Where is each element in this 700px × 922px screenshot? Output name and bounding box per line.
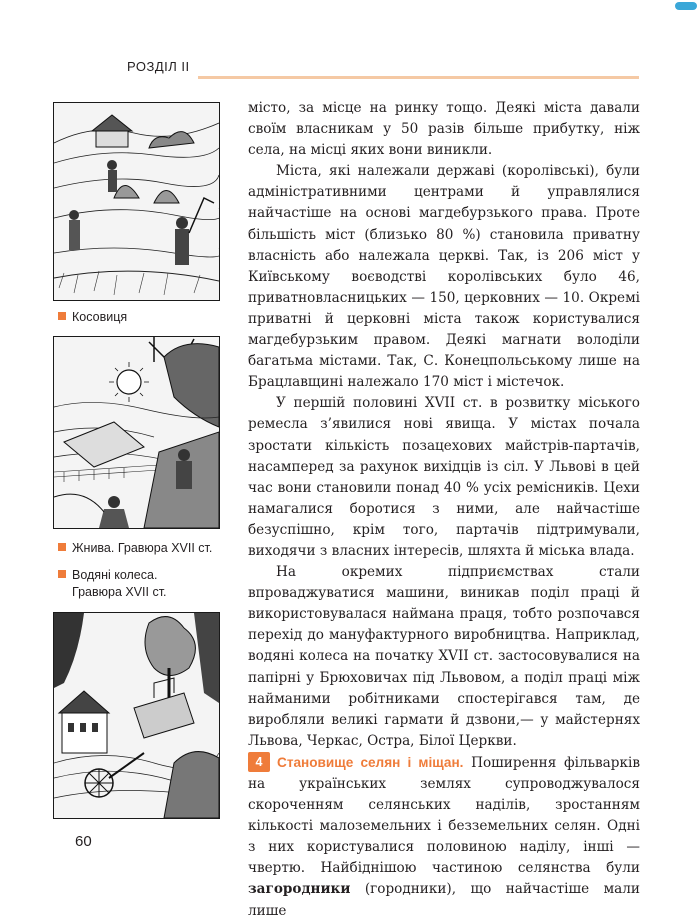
paragraph: місто, за місце на ринку тощо. Деякі міста давали своїм власникам у 50 разів більше прибутку, ніж села, на місці яких вони виникли.	[248, 100, 640, 159]
subsection-paragraph	[248, 752, 640, 922]
figure-caption-harvest: Жнива. Гравюра XVII ст.	[58, 540, 228, 557]
figure-mowing-engraving	[53, 102, 220, 301]
caption-bullet	[58, 570, 66, 578]
section-label: РОЗДІЛ ІІ	[127, 59, 190, 74]
caption-bullet	[58, 312, 66, 320]
paragraph: Міста, які належали державі (королівські), були адміністративними центрами й управлялися найчастіше на основі магдебурзького права. Проте більшість міст (близько 80 %) становила приватну власність або належала церкві. Так, із 206 міст у Київському воєводстві королівських було 46, приватновласницьких — 150, церковних — 10. Окремі приватні й церковні міста також користувалися магдебурзьким правом. Деякі магнати володіли багатьма містами. Так, С. Конецпольському лише на Брацлавщині належало 170 міст і містечок.	[248, 163, 640, 391]
figure-caption-mowing: Косовиця	[58, 309, 228, 326]
paragraph: У першій половині XVII ст. в розвитку міського ремесла з’явилися нові явища. У містах почала зростати кількість позацехових майстрів-партачів, насамперед за рахунок вихідців із сіл. У Львові в цей час вони становили понад 40 % усіх ремісників. Цехи намагалися боротися з ними, але найчастіше безуспішно, крім того, партачів підтримували, виходячи з власних інтересів, шляхта й міська влада.	[248, 395, 640, 559]
figure-harvest-engraving	[53, 336, 220, 529]
subsection-number-badge: 4	[248, 752, 270, 772]
figure-water-wheels-engraving	[53, 612, 220, 819]
caption-bullet	[58, 543, 66, 551]
main-text-column	[248, 98, 640, 922]
figure-caption-water-wheels: Водяні колеса. Гравюра XVII ст.	[58, 567, 228, 601]
bold-term: загородники	[248, 881, 351, 898]
corner-logo-badge	[675, 2, 697, 10]
subsection-text: Поширення фільварків на українських землях супроводжувалося скороченням селянських наділів, зростанням кількості малоземельних і безземельних селян. Одні з них користувалися половиною наділу, інші — чвертю. Найбіднішою частиною селянства були	[248, 754, 640, 877]
page-number: 60	[75, 833, 92, 850]
header-rule	[198, 76, 639, 79]
subsection-text-end: (городники), що найчастіше мали лише	[248, 881, 640, 919]
paragraph: На окремих підприємствах стали впроваджуватися машини, виникав поділ праці й використовувалася наймана праця, тобто розпочався перехід до мануфактурного виробництва. Наприклад, водяні колеса на початку XVII ст. застосовувалися на папірні у Брюховичах під Львовом, а поділ праці між найманими робітниками спостерігався там, де виробляли великі гармати й дзвони,— у майстернях Львова, Черкас, Остра, Білої Церкви.	[248, 564, 640, 749]
subsection-title: Становище селян і міщан.	[277, 754, 464, 770]
